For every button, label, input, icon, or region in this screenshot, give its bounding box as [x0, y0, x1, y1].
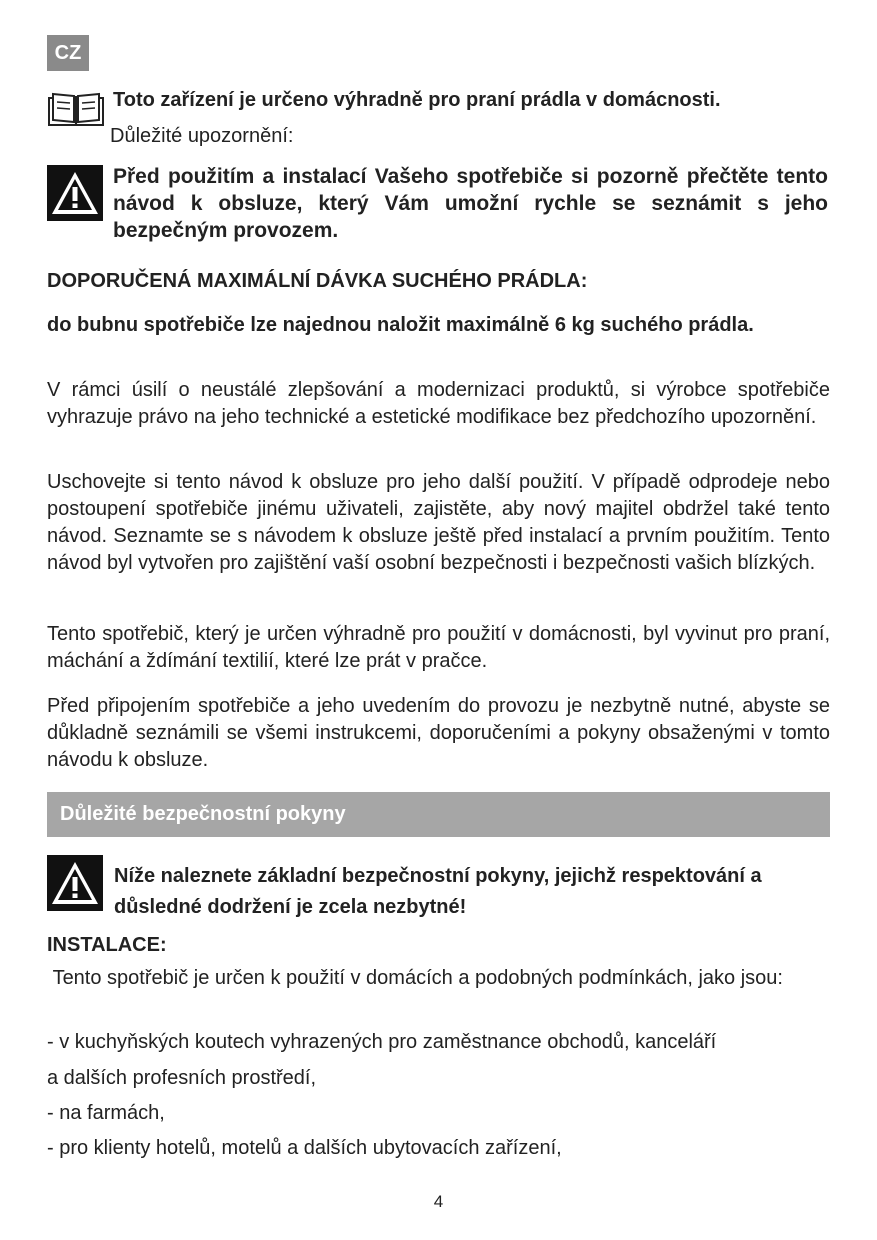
important-notice-label: Důležité upozornění: [110, 125, 294, 147]
list-item: - v kuchyňských koutech vyhrazených pro zaměstnance obchodů, kanceláří [47, 1031, 717, 1053]
list-item: - na farmách, [47, 1102, 165, 1124]
safety-warning-text: Níže naleznete základní bezpečnostní pokyny, jejichž respektování a důsledné dodržení je zcela nezbytné! [114, 865, 762, 918]
installation-heading: INSTALACE: [47, 934, 167, 956]
paragraph: Tento spotřebič, který je určen výhradně pro použití v domácnosti, byl vyvinut pro praní, máchání a ždímání textilií, které lze prát v pračce. [47, 623, 830, 672]
safety-section-header: Důležité bezpečnostní pokyny [47, 792, 830, 837]
max-load-heading: DOPORUČENÁ MAXIMÁLNÍ DÁVKA SUCHÉHO PRÁDLA: [47, 270, 588, 292]
language-badge: CZ [47, 35, 89, 71]
warning-icon [47, 855, 103, 911]
page-number: 4 [433, 1192, 444, 1211]
warning-read-manual-text: Před použitím a instalací Vašeho spotřebiče si pozorně přečtěte tento návod k obsluze, který Vám umožní rychle se seznámit s jeho bezpečným provozem. [113, 165, 828, 242]
paragraph: Před připojením spotřebiče a jeho uvedením do provozu je nezbytně nutné, abyste se důkladně seznámili se všemi instrukcemi, doporučeními a pokyny obsaženými v tomto návodu k obsluze. [47, 695, 830, 771]
warning-icon [47, 165, 103, 221]
list-item: - pro klienty hotelů, motelů a dalších ubytovacích zařízení, [47, 1137, 562, 1159]
paragraph: V rámci úsilí o neustálé zlepšování a modernizaci produktů, si výrobce spotřebiče vyhrazuje právo na jeho technické a estetické modifikace bez předchozího upozornění. [47, 379, 830, 428]
max-load-text: do bubnu spotřebiče lze najednou naložit maximálně 6 kg suchého prádla. [47, 314, 754, 336]
installation-intro: Tento spotřebič je určen k použití v domácích a podobných podmínkách, jako jsou: [47, 967, 783, 989]
household-use-notice: Toto zařízení je určeno výhradně pro praní prádla v domácnosti. [113, 89, 721, 111]
paragraph: Uschovejte si tento návod k obsluze pro jeho další použití. V případě odprodeje nebo postoupení spotřebiče jinému uživateli, zajistěte, aby nový majitel obdržel také tento návod. Seznamte se s návodem k obsluze ještě před instalací a prvním použitím. Tento návod byl vytvořen pro zajištění vaší osobní bezpečnosti i bezpečnosti vašich blízkých. [47, 471, 830, 574]
manual-book-icon [48, 91, 104, 127]
list-item-continuation: a dalších profesních prostředí, [47, 1067, 317, 1089]
